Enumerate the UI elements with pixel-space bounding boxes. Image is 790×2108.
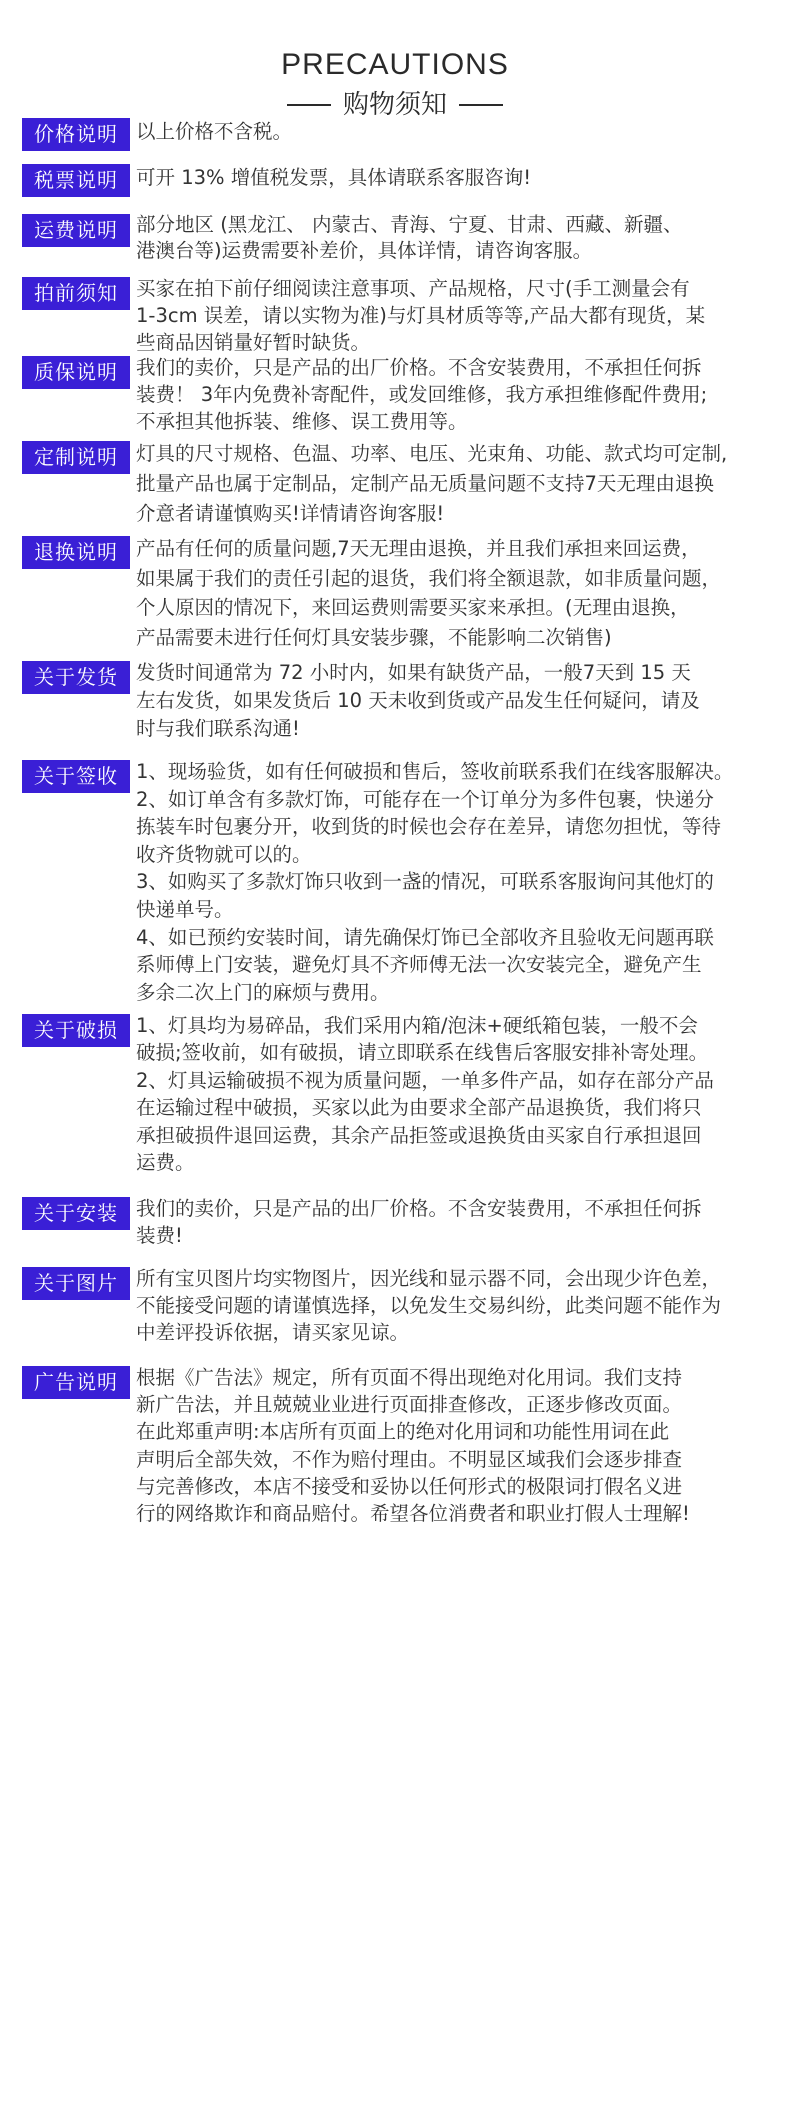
page-header xyxy=(0,46,790,122)
section-body xyxy=(136,659,782,743)
section-body xyxy=(136,758,782,1006)
section-line: 新广告法，并且兢兢业业进行页面排查修改，正逐步修改页面。 xyxy=(136,1393,683,1417)
section-body xyxy=(136,1265,782,1346)
section-line: 与完善修改，本店不接受和妥协以任何形式的极限词打假名义进 xyxy=(136,1474,683,1498)
section-line: 批量产品也属于定制品，定制产品无质量问题不支持7天无理由退换 xyxy=(136,472,714,495)
section-line: 不能接受问题的请谨慎选择，以免发生交易纠纷，此类问题不能作为 xyxy=(136,1294,722,1317)
section-line: 4、如已预约安装时间，请先确保灯饰已全部收齐且验收无问题再联 xyxy=(136,925,714,949)
section-line: 所有宝贝图片均实物图片，因光线和显示器不同，会出现少许色差， xyxy=(136,1267,722,1290)
section-line: 我们的卖价，只是产品的出厂价格。不含安装费用，不承担任何拆 xyxy=(136,356,702,379)
section-line: 产品有任何的质量问题,7天无理由退换，并且我们承担来回运费， xyxy=(136,537,701,560)
section-label: 关于破损 xyxy=(22,1014,130,1047)
section-line: 破损;签收前，如有破损，请立即联系在线售后客服安排补寄处理。 xyxy=(136,1041,709,1065)
section-line: 发货时间通常为 72 小时内，如果有缺货产品，一般7天到 15 天 xyxy=(136,661,691,684)
section-line: 左右发货，如果发货后 10 天未收到货或产品发生任何疑问，请及 xyxy=(136,689,700,712)
section-line: 承担破损件退回运费，其余产品拒签或退换货由买家自行承担退回 xyxy=(136,1123,702,1147)
section-label: 拍前须知 xyxy=(22,277,130,310)
title-rule-left xyxy=(287,104,331,106)
section-line: 买家在拍下前仔细阅读注意事项、产品规格，尺寸(手工测量会有 xyxy=(136,277,690,300)
section-body xyxy=(136,1364,782,1527)
section-label: 退换说明 xyxy=(22,536,130,569)
section-label: 关于图片 xyxy=(22,1267,130,1300)
section-label: 广告说明 xyxy=(22,1366,130,1399)
section-line: 系师傅上门安装，避免灯具不齐师傅无法一次安装完全，避免产生 xyxy=(136,953,702,977)
section-body xyxy=(136,1012,782,1176)
section-label: 质保说明 xyxy=(22,356,130,389)
section-line: 不承担其他拆装、维修、误工费用等。 xyxy=(136,410,468,433)
section-line: 以上价格不含税。 xyxy=(136,120,293,143)
section-line: 我们的卖价，只是产品的出厂价格。不含安装费用，不承担任何拆 xyxy=(136,1197,702,1220)
section-line: 声明后全部失效，不作为赔付理由。不明显区域我们会逐步排查 xyxy=(136,1447,683,1471)
section-line: 多余二次上门的麻烦与费用。 xyxy=(136,980,390,1004)
title-english: PRECAUTIONS xyxy=(281,48,509,81)
section-line: 快递单号。 xyxy=(136,897,234,921)
section-label: 关于签收 xyxy=(22,760,130,793)
section-line: 中差评投诉依据，请买家见谅。 xyxy=(136,1321,410,1344)
section-line: 部分地区 (黑龙江、 内蒙古、青海、宁夏、甘肃、西藏、新疆、 xyxy=(136,213,683,236)
section-line: 1-3cm 误差，请以实物为准)与灯具材质等等,产品大都有现货，某 xyxy=(136,304,706,327)
section-line: 收齐货物就可以的。 xyxy=(136,842,312,866)
section-line: 时与我们联系沟通! xyxy=(136,717,300,740)
section-line: 1、灯具均为易碎品，我们采用内箱/泡沫+硬纸箱包装，一般不会 xyxy=(136,1014,698,1037)
section-line: 2、如订单含有多款灯饰，可能存在一个订单分为多件包裹，快递分 xyxy=(136,787,714,811)
section-line: 根据《广告法》规定，所有页面不得出现绝对化用词。我们支持 xyxy=(136,1366,683,1389)
section-label: 关于安装 xyxy=(22,1197,130,1230)
section-line: 1、现场验货，如有任何破损和售后，签收前联系我们在线客服解决。 xyxy=(136,760,734,783)
section-line: 灯具的尺寸规格、色温、功率、电压、光束角、功能、款式均可定制, xyxy=(136,442,728,465)
section-body xyxy=(136,162,782,193)
section-label: 定制说明 xyxy=(22,441,130,474)
title-rule-right xyxy=(459,104,503,106)
section-line: 拣装车时包裹分开，收到货的时候也会存在差异，请您勿担忧，等待 xyxy=(136,815,722,839)
section-line: 装费! xyxy=(136,1224,183,1247)
section-body xyxy=(136,275,782,356)
section-line: 在此郑重声明:本店所有页面上的绝对化用词和功能性用词在此 xyxy=(136,1420,670,1444)
section-line: 港澳台等)运费需要补差价，具体详情，请咨询客服。 xyxy=(136,239,593,262)
section-body xyxy=(136,439,782,529)
title-chinese: 购物须知 xyxy=(342,90,447,120)
section-line: 在运输过程中破损，买家以此为由要求全部产品退换货，我们将只 xyxy=(136,1096,702,1120)
section-body xyxy=(136,534,782,652)
section-line: 可开 13% 增值税发票，具体请联系客服咨询! xyxy=(136,166,532,189)
section-body xyxy=(136,354,782,435)
section-label: 运费说明 xyxy=(22,214,130,247)
section-line: 如果属于我们的责任引起的退货，我们将全额退款，如非质量问题， xyxy=(136,566,722,590)
section-label: 关于发货 xyxy=(22,661,130,694)
section-line: 3、如购买了多款灯饰只收到一盏的情况，可联系客服询问其他灯的 xyxy=(136,870,714,894)
section-body xyxy=(136,1195,782,1249)
section-label: 税票说明 xyxy=(22,164,130,197)
section-body xyxy=(136,116,782,147)
section-label: 价格说明 xyxy=(22,118,130,151)
section-line: 2、灯具运输破损不视为质量问题，一单多件产品，如存在部分产品 xyxy=(136,1068,714,1092)
section-line: 运费。 xyxy=(136,1151,195,1175)
section-line: 介意者请谨慎购买!详情请咨询客服! xyxy=(136,502,445,525)
section-line: 些商品因销量好暂时缺货。 xyxy=(136,331,371,354)
section-line: 产品需要未进行任何灯具安装步骤，不能影响二次销售) xyxy=(136,625,612,649)
section-line: 行的网络欺诈和商品赔付。希望各位消费者和职业打假人士理解! xyxy=(136,1502,690,1526)
section-body xyxy=(136,212,782,264)
section-line: 装费！ 3年内免费补寄配件，或发回维修，我方承担维修配件费用; xyxy=(136,383,708,406)
section-line: 个人原因的情况下，来回运费则需要买家来承担。(无理由退换， xyxy=(136,596,690,619)
